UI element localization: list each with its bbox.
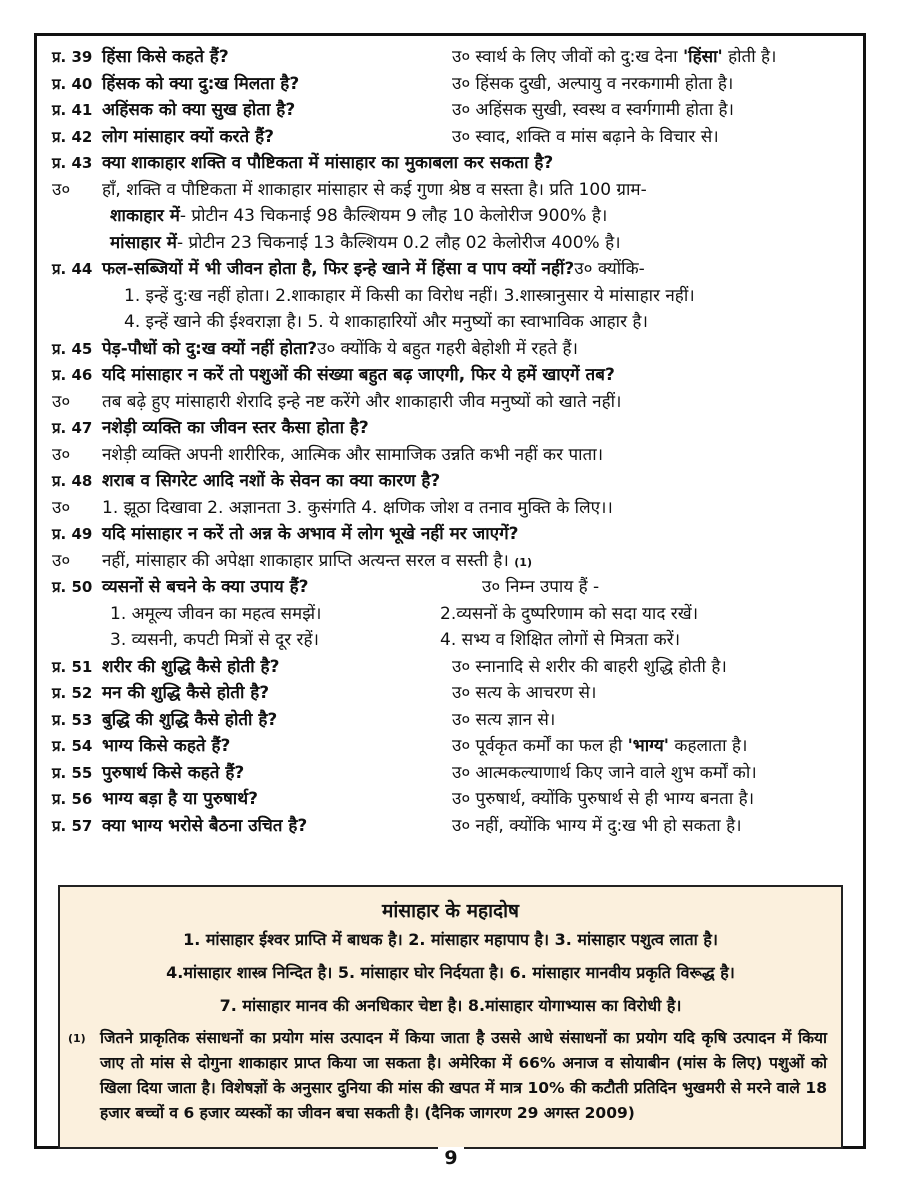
qa-row-45 (52, 336, 852, 363)
question: क्या शाकाहार शक्ति व पौष्टिकता में मांसाहार का मुकाबला कर सकता है? (102, 153, 554, 173)
qa-row-52 (52, 680, 852, 707)
question-number: प्र. 43 (52, 154, 93, 172)
qa-row-48 (52, 468, 852, 495)
answer-text-end: कहलाता है। (669, 736, 748, 756)
answer: उ० अहिंसक सुखी, स्वस्थ व स्वर्गगामी होता है। (452, 100, 734, 120)
question: क्या भाग्य भरोसे बैठना उचित है? (102, 815, 308, 836)
remedy-item: 2.व्यसनों के दुष्परिणाम को सदा याद रखें। (440, 603, 699, 624)
question: फल-सब्जियों में भी जीवन होता है, फिर इन्हे खाने में हिंसा व पाप क्यों नहीं? (102, 259, 575, 279)
answer-48 (52, 495, 852, 522)
nonveg-label: मांसाहार में (110, 232, 177, 253)
qa-row-43 (52, 150, 852, 177)
question: शराब व सिगरेट आदि नशों के सेवन का क्या कारण है? (102, 471, 441, 491)
qa-row-50 (52, 574, 852, 601)
qa-row-39 (52, 44, 852, 71)
question: हिंसा किसे कहते हैं? (102, 47, 229, 67)
qa-row-41 (52, 97, 852, 124)
question-number: प्र. 40 (52, 74, 93, 93)
question-number: प्र. 56 (52, 790, 93, 808)
answer: उ० क्योंकि ये बहुत गहरी बेहोशी में रहते हैं। (317, 338, 578, 359)
qa-row-57 (52, 813, 852, 840)
nonveg-values: - प्रोटीन 23 चिकनाई 13 कैल्शियम 0.2 लौह 02 केलोरीज 400% है। (176, 232, 621, 253)
question-number: प्र. 46 (52, 366, 93, 384)
remedy-row-1 (52, 601, 852, 628)
veg-values: - प्रोटीन 43 चिकनाई 98 कैल्शियम 9 लौह 10 केलोरीज 900% है। (179, 206, 608, 226)
qa-row-53 (52, 707, 852, 734)
question-number: प्र. 57 (52, 816, 93, 835)
answer: हाँ, शक्ति व पौष्टिकता में शाकाहार मांसाहार से कई गुणा श्रेष्ठ व सस्ता है। प्रति 100 ग्राम- (102, 179, 647, 200)
qa-row-55 (52, 760, 852, 787)
question-number: प्र. 54 (52, 737, 93, 755)
veg-label: शाकाहार में (110, 206, 180, 226)
remedy-item: 4. सभ्य व शिक्षित लोगों से मित्रता करें। (440, 630, 681, 650)
answer (452, 733, 747, 760)
answer: नशेड़ी व्यक्ति अपनी शारीरिक, आत्मिक और सामाजिक उन्नति कभी नहीं कर पाता। (102, 444, 604, 465)
qa-row-40 (52, 71, 852, 98)
question: व्यसनों से बचने के क्या उपाय हैं? (102, 577, 309, 597)
question-number: प्र. 48 (52, 472, 93, 490)
question: नशेड़ी व्यक्ति का जीवन स्तर कैसा होता है? (102, 418, 369, 438)
answer-47 (52, 442, 852, 469)
remedy-item: 1. अमूल्य जीवन का महत्व समझें। (110, 603, 322, 624)
qa-row-44 (52, 256, 852, 283)
question: भाग्य किसे कहते हैं? (102, 736, 231, 756)
answer-43 (52, 177, 852, 204)
answer-text-end: होती है। (722, 47, 777, 67)
qa-row-49 (52, 521, 852, 548)
answer: 1. झूठा दिखावा 2. अज्ञानता 3. कुसंगति 4. क्षणिक जोश व तनाव मुक्ति के लिए।। (102, 497, 613, 518)
question: मन की शुद्धि कैसे होती है? (102, 683, 270, 703)
answer-start: उ० क्योंकि- (574, 259, 645, 279)
answer: उ० हिंसक दुखी, अल्पायु व नरकगामी होता है। (452, 73, 734, 94)
answer: नहीं, मांसाहार की अपेक्षा शाकाहार प्राप्ति अत्यन्त सरल व सस्ती है। (102, 550, 509, 571)
footnote-mark: (1) (68, 1032, 86, 1045)
nonveg-nutrition (52, 230, 852, 257)
question-number: प्र. 42 (52, 127, 93, 146)
answer-bold: 'भाग्य' (627, 736, 669, 756)
qa-row-42 (52, 124, 852, 151)
fault-line-2: 4.मांसाहार शास्त्र निन्दित है। 5. मांसाहार घोर निर्दयता है। 6. मांसाहार मानवीय प्रकृति विरूद्ध है। (166, 963, 735, 982)
answer-44-line-1: 1. इन्हें दु:ख नहीं होता। 2.शाकाहार में किसी का विरोध नहीं। 3.शास्त्रानुसार ये मांसाहार नहीं। (124, 285, 695, 306)
answer: उ० स्वाद, शक्ति व मांस बढ़ाने के विचार से। (452, 126, 719, 147)
answer-label: उ० (52, 444, 71, 465)
answer: उ० नहीं, क्योंकि भाग्य में दु:ख भी हो सकता है। (452, 815, 742, 836)
question: हिंसक को क्या दु:ख मिलता है? (102, 73, 300, 94)
footnote (60, 1026, 841, 1126)
answer-label: उ० (52, 391, 71, 412)
answer-label: उ० (52, 497, 71, 518)
footnote-text: जितने प्राकृतिक संसाधनों का प्रयोग मांस उत्पादन में किया जाता है उससे आधे संसाधनों का प्रयोग यदि कृषि उत्पादन में किया जाए तो मांस से दोगुना शाकाहार प्राप्त किया जा सकता है। अमेरिका में 66% अनाज व सोयाबीन (मांस के लिए) पशुओं को खिला दिया जाता है। विशेषज्ञों के अनुसार दुनिया की मांस की खपत में मात्र 10% की कटौती प्रतिदिन भुखमरी से मरने वाले 18 हजार बच्चों व 6 हजार व्यस्कों का जीवन बचा सकती है। (दैनिक जागरण 29 अगस्त 2009) (100, 1029, 827, 1122)
answer-label: उ० (52, 550, 71, 571)
question: यदि मांसाहार न करें तो पशुओं की संख्या बहुत बढ़ जाएगी, फिर ये हमें खाएगें तब? (102, 365, 615, 385)
fault-line-1: 1. मांसाहार ईश्वर प्राप्ति में बाधक है। 2. मांसाहार महापाप है। 3. मांसाहार पशुत्व लाता है। (183, 930, 718, 949)
answer: उ० निम्न उपाय हैं - (482, 577, 600, 597)
answer-label: उ० (52, 179, 71, 200)
question-number: प्र. 53 (52, 710, 93, 729)
question: शरीर की शुद्धि कैसे होती है? (102, 656, 280, 677)
answer: तब बढ़े हुए मांसाहारी शेरादि इन्हे नष्ट करेंगे और शाकाहारी जीव मनुष्यों को खाते नहीं। (102, 391, 622, 412)
question: अहिंसक को क्या सुख होता है? (102, 100, 296, 120)
qa-row-47 (52, 415, 852, 442)
answer-text: उ० स्वार्थ के लिए जीवों को दु:ख देना (452, 47, 683, 67)
answer-text: उ० पूर्वकृत कर्मों का फल ही (452, 736, 628, 756)
question-number: प्र. 49 (52, 525, 93, 543)
answer: उ० स्नानादि से शरीर की बाहरी शुद्धि होती है। (452, 656, 727, 677)
question-number: प्र. 45 (52, 339, 93, 358)
answer: उ० आत्मकल्याणार्थ किए जाने वाले शुभ कर्मों को। (452, 762, 757, 783)
question: पेड़-पौधों को दु:ख क्यों नहीं होता? (102, 338, 318, 359)
question: भाग्य बड़ा है या पुरुषार्थ? (102, 789, 258, 809)
answer (452, 44, 777, 71)
question-number: प्र. 51 (52, 657, 93, 676)
answer-49 (52, 548, 852, 575)
answer: उ० पुरुषार्थ, क्योंकि पुरुषार्थ से ही भाग्य बनता है। (452, 789, 755, 809)
answer-bold: 'हिंसा' (682, 47, 723, 67)
question-number: प्र. 47 (52, 419, 93, 437)
question-number: प्र. 55 (52, 763, 93, 782)
answer-44-line-2: 4. इन्हें खाने की ईश्वराज्ञा है। 5. ये शाकाहारियों और मनुष्यों का स्वाभाविक आहार है। (124, 312, 648, 332)
question-number: प्र. 50 (52, 578, 93, 596)
remedy-row-2 (52, 627, 852, 654)
question: बुद्धि की शुद्धि कैसे होती है? (102, 709, 278, 730)
page-number (0, 1147, 902, 1169)
veg-nutrition (52, 203, 852, 230)
answer: उ० सत्य के आचरण से। (452, 683, 597, 703)
page-number-text: 9 (438, 1147, 463, 1169)
question-number: प्र. 39 (52, 48, 93, 66)
question: लोग मांसाहार क्यों करते हैं? (102, 126, 274, 147)
qa-row-51 (52, 654, 852, 681)
fault-line-3: 7. मांसाहार मानव की अनधिकार चेष्टा है। 8.मांसाहार योगाभ्यास का विरोधी है। (219, 996, 682, 1015)
question-number: प्र. 52 (52, 684, 93, 702)
qa-row-56 (52, 786, 852, 813)
remedy-item: 3. व्यसनी, कपटी मित्रों से दूर रहें। (110, 630, 319, 650)
qa-row-54 (52, 733, 852, 760)
qa-row-46 (52, 362, 852, 389)
box-title: मांसाहार के महादोष (381, 900, 519, 922)
meat-eating-faults-box (58, 885, 843, 1149)
answer: उ० सत्य ज्ञान से। (452, 709, 556, 730)
footnote-ref: (1) (514, 555, 532, 569)
question: पुरुषार्थ किसे कहते हैं? (102, 762, 245, 783)
answer-46 (52, 389, 852, 416)
qa-content (52, 44, 852, 839)
question: यदि मांसाहार न करें तो अन्न के अभाव में लोग भूखे नहीं मर जाएगें? (102, 524, 519, 544)
question-number: प्र. 41 (52, 101, 93, 119)
question-number: प्र. 44 (52, 260, 93, 278)
